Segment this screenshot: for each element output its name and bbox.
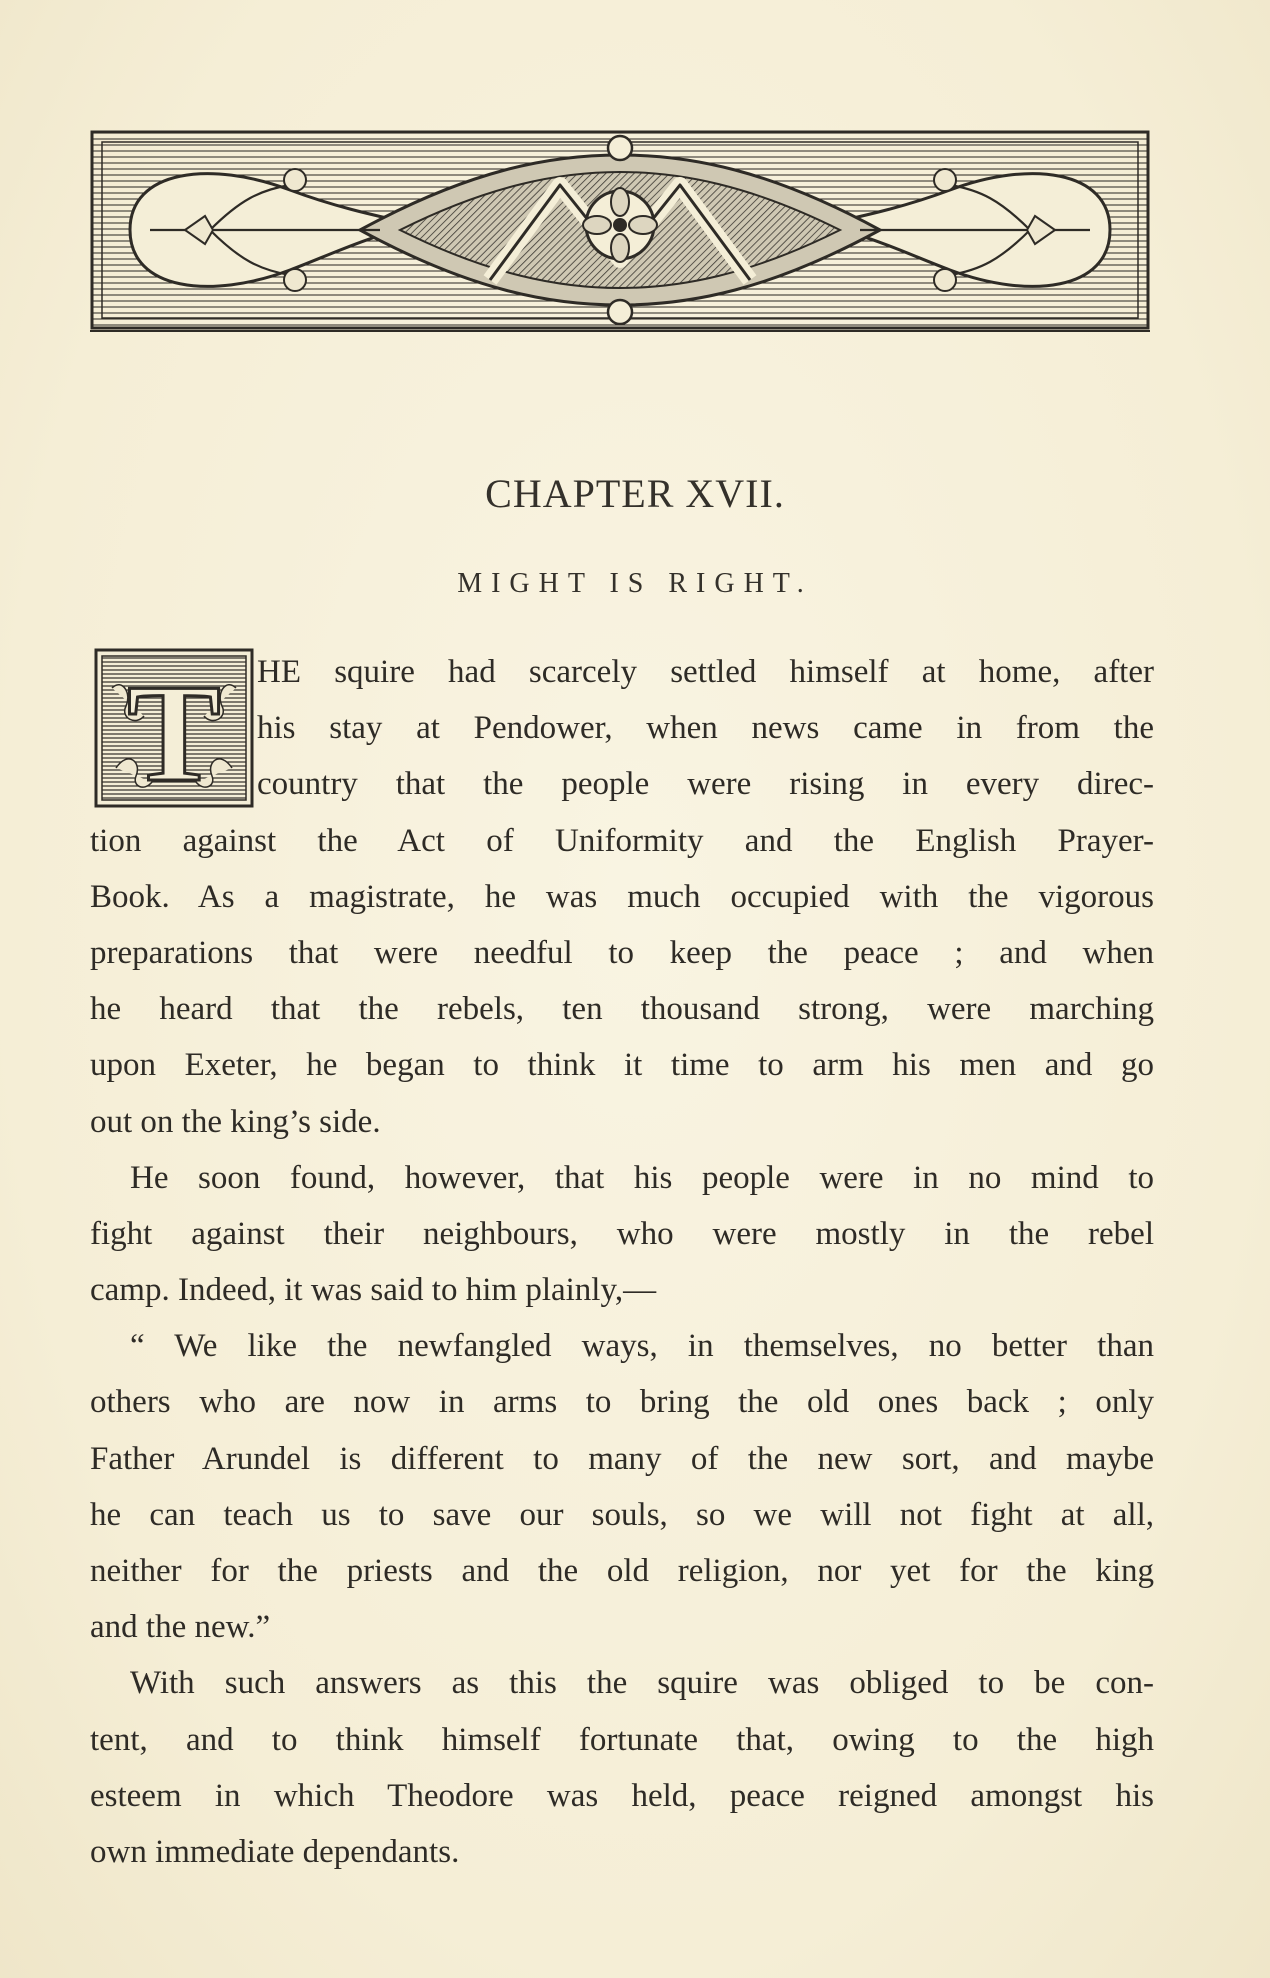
text-line: Father Arundel is different to many of the new sort, and maybe [90,1440,1154,1477]
text-line: own immediate dependants. [90,1833,460,1870]
text-line: upon Exeter, he began to think it time to arm his men and go [90,1047,1154,1084]
text-line: tion against the Act of Uniformity and the English Prayer- [90,822,1154,859]
text-line: HE squire had scarcely settled himself at home, after [257,654,1154,690]
body-text [90,644,1154,1880]
text-line: out on the king’s side. [90,1103,381,1140]
text-line: country that the people were rising in every direc- [257,766,1154,803]
text-line: others who are now in arms to bring the old ones back ; only [90,1384,1154,1421]
drop-cap-letter: T [127,656,221,808]
text-line: he can teach us to save our souls, so we will not fight at all, [90,1496,1154,1533]
text-line: He soon found, however, that his people were in no mind to [130,1159,1154,1196]
text-line: tent, and to think himself fortunate that, owing to the high [90,1721,1154,1758]
text-line: camp. Indeed, it was said to him plainly,— [90,1272,657,1309]
text-line: fight against their neighbours, who were mostly in the rebel [90,1215,1154,1252]
text-line: esteem in which Theodore was held, peace reigned amongst his [90,1777,1154,1814]
text-line: Book. As a magistrate, he was much occupied with the vigorous [90,878,1154,915]
text-line: neither for the priests and the old religion, nor yet for the king [90,1553,1154,1589]
ornamental-headpiece [90,130,1150,334]
text-line: preparations that were needful to keep the peace ; and when [90,934,1154,971]
text-line: “ We like the newfangled ways, in themselves, no better than [130,1328,1154,1365]
text-line: he heard that the rebels, ten thousand strong, were marching [90,991,1154,1028]
chapter-title: CHAPTER XVII. [485,471,785,516]
text-line: and the new.” [90,1609,271,1646]
text-line: With such answers as this the squire was obliged to be con- [130,1665,1154,1702]
text-line: his stay at Pendower, when news came in from the [257,710,1154,747]
chapter-subtitle: MIGHT IS RIGHT. [457,568,813,599]
